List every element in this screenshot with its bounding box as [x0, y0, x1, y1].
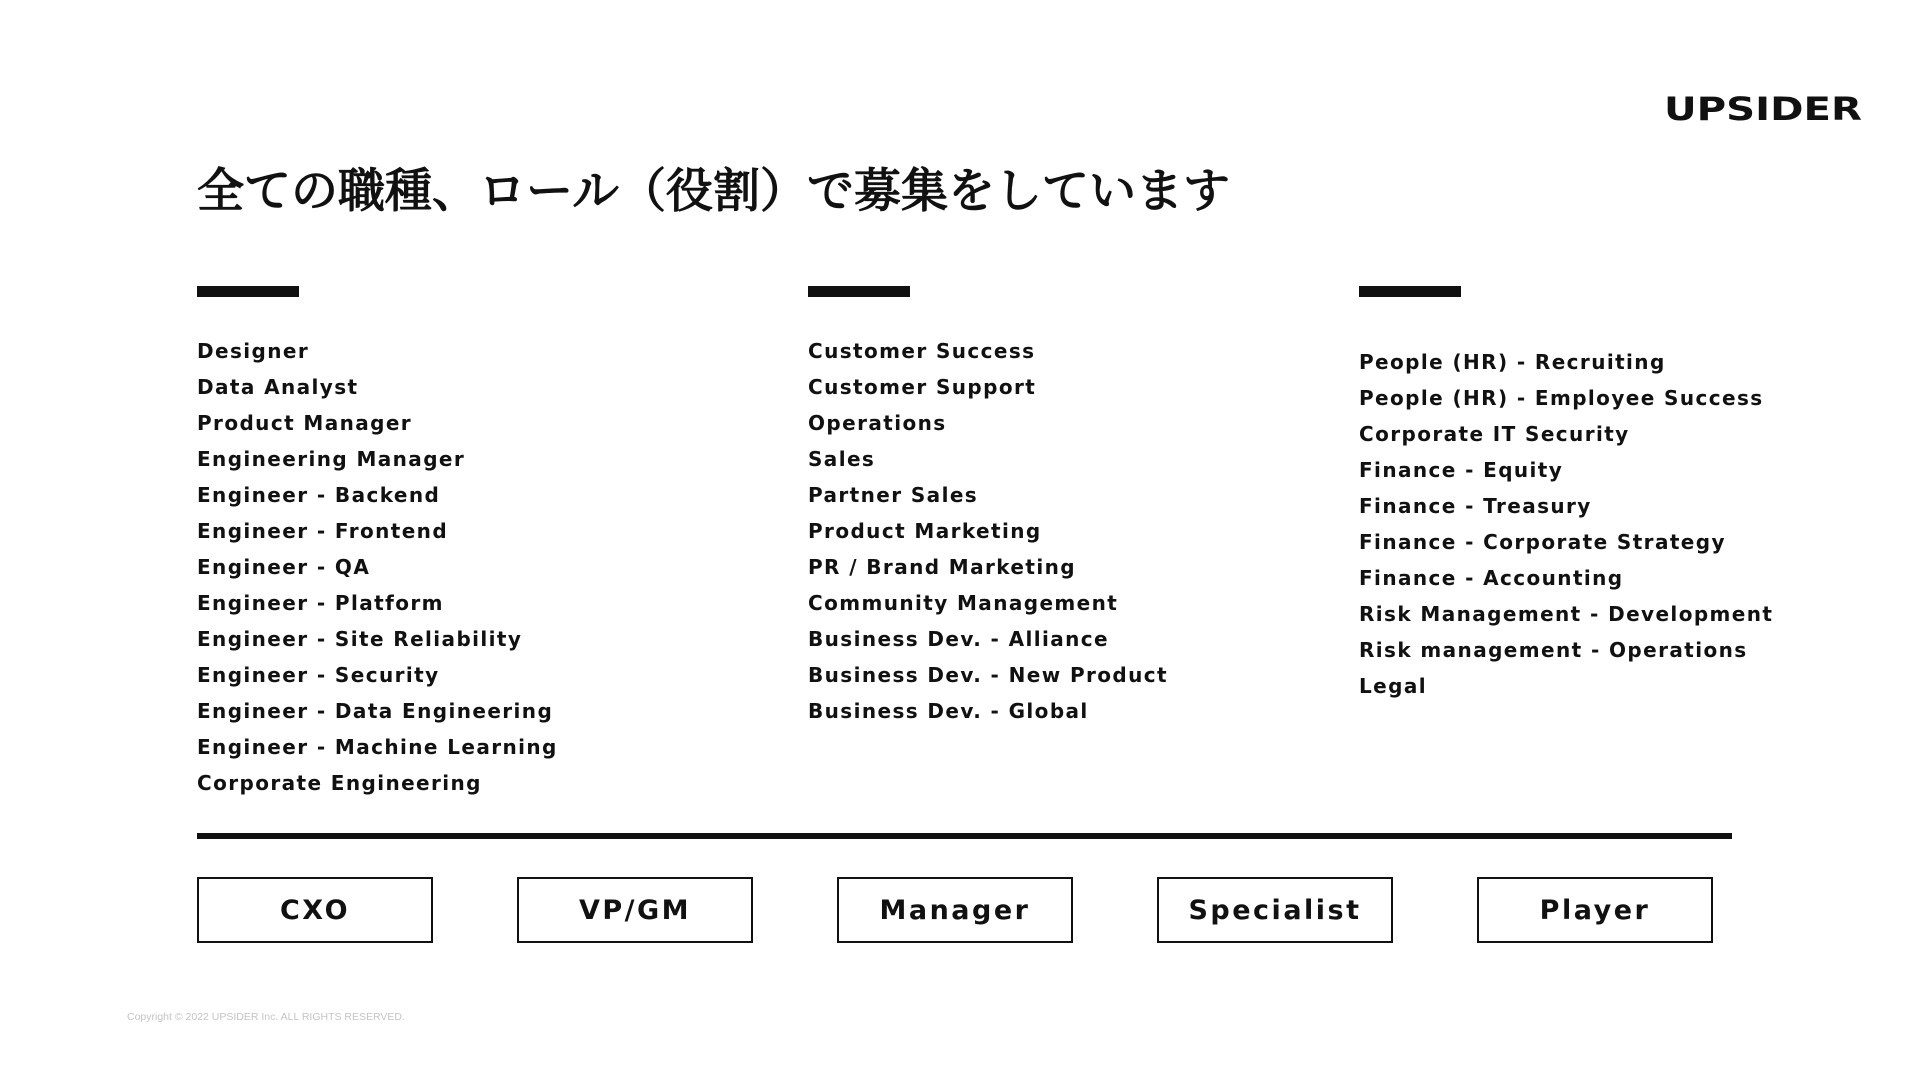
level-box-cxo — [197, 877, 433, 943]
level-label: Player — [1539, 894, 1651, 926]
role-item: Engineer - QA — [197, 555, 371, 579]
role-item: Engineer - Platform — [197, 591, 444, 615]
role-item: Risk Management - Development — [1359, 602, 1774, 626]
role-item: Corporate Engineering — [197, 771, 482, 795]
role-item: Community Management — [808, 591, 1119, 615]
role-item: Business Dev. - Alliance — [808, 627, 1110, 651]
section-divider — [197, 833, 1732, 839]
role-item: Corporate IT Security — [1359, 422, 1630, 446]
role-item: People (HR) - Employee Success — [1359, 386, 1764, 410]
role-item: Product Marketing — [808, 519, 1042, 543]
role-item: Finance - Equity — [1359, 458, 1564, 482]
role-item: Operations — [808, 411, 947, 435]
role-item: Designer — [197, 339, 310, 363]
role-column-3 — [1359, 286, 1774, 698]
role-item: PR / Brand Marketing — [808, 555, 1076, 579]
upsider-logo — [1662, 88, 1862, 128]
role-column-2 — [808, 286, 1168, 723]
level-label: Specialist — [1188, 894, 1362, 926]
column-accent-bar — [1359, 286, 1461, 297]
role-item: Partner Sales — [808, 483, 979, 507]
role-list — [808, 333, 1168, 729]
role-item: Data Analyst — [197, 375, 359, 399]
role-item: Legal — [1359, 674, 1427, 698]
column-accent-bar — [197, 286, 299, 297]
role-item: Engineer - Security — [197, 663, 440, 687]
role-item: Engineering Manager — [197, 447, 466, 471]
role-item: Sales — [808, 447, 876, 471]
role-item: People (HR) - Recruiting — [1359, 350, 1666, 374]
role-item: Engineer - Data Engineering — [197, 699, 554, 723]
level-box-player — [1477, 877, 1713, 943]
role-column-1 — [197, 286, 558, 795]
role-item: Customer Support — [808, 375, 1037, 399]
column-accent-bar — [808, 286, 910, 297]
level-label: VP/GM — [578, 894, 692, 926]
level-box-vp-gm — [517, 877, 753, 943]
page-title: 全ての職種、ロール（役割）で募集をしています — [197, 164, 1231, 219]
role-item: Engineer - Machine Learning — [197, 735, 558, 759]
role-item: Business Dev. - New Product — [808, 663, 1168, 687]
role-item: Finance - Corporate Strategy — [1359, 530, 1726, 554]
role-list — [1359, 344, 1773, 704]
level-label: Manager — [879, 894, 1031, 926]
role-item: Risk management - Operations — [1359, 638, 1748, 662]
role-item: Engineer - Site Reliability — [197, 627, 523, 651]
role-item: Finance - Treasury — [1359, 494, 1592, 518]
role-item: Customer Success — [808, 339, 1036, 363]
role-item: Engineer - Backend — [197, 483, 441, 507]
role-item: Finance - Accounting — [1359, 566, 1624, 590]
copyright-notice: Copyright © 2022 UPSIDER Inc. ALL RIGHTS RESERVED. — [127, 1011, 405, 1023]
role-item: Product Manager — [197, 411, 413, 435]
role-list — [197, 333, 558, 801]
role-item: Engineer - Frontend — [197, 519, 449, 543]
level-box-specialist — [1157, 877, 1393, 943]
level-box-manager — [837, 877, 1073, 943]
logo-text: UPSIDER — [1664, 90, 1862, 128]
role-item: Business Dev. - Global — [808, 699, 1089, 723]
level-label: CXO — [279, 894, 351, 926]
